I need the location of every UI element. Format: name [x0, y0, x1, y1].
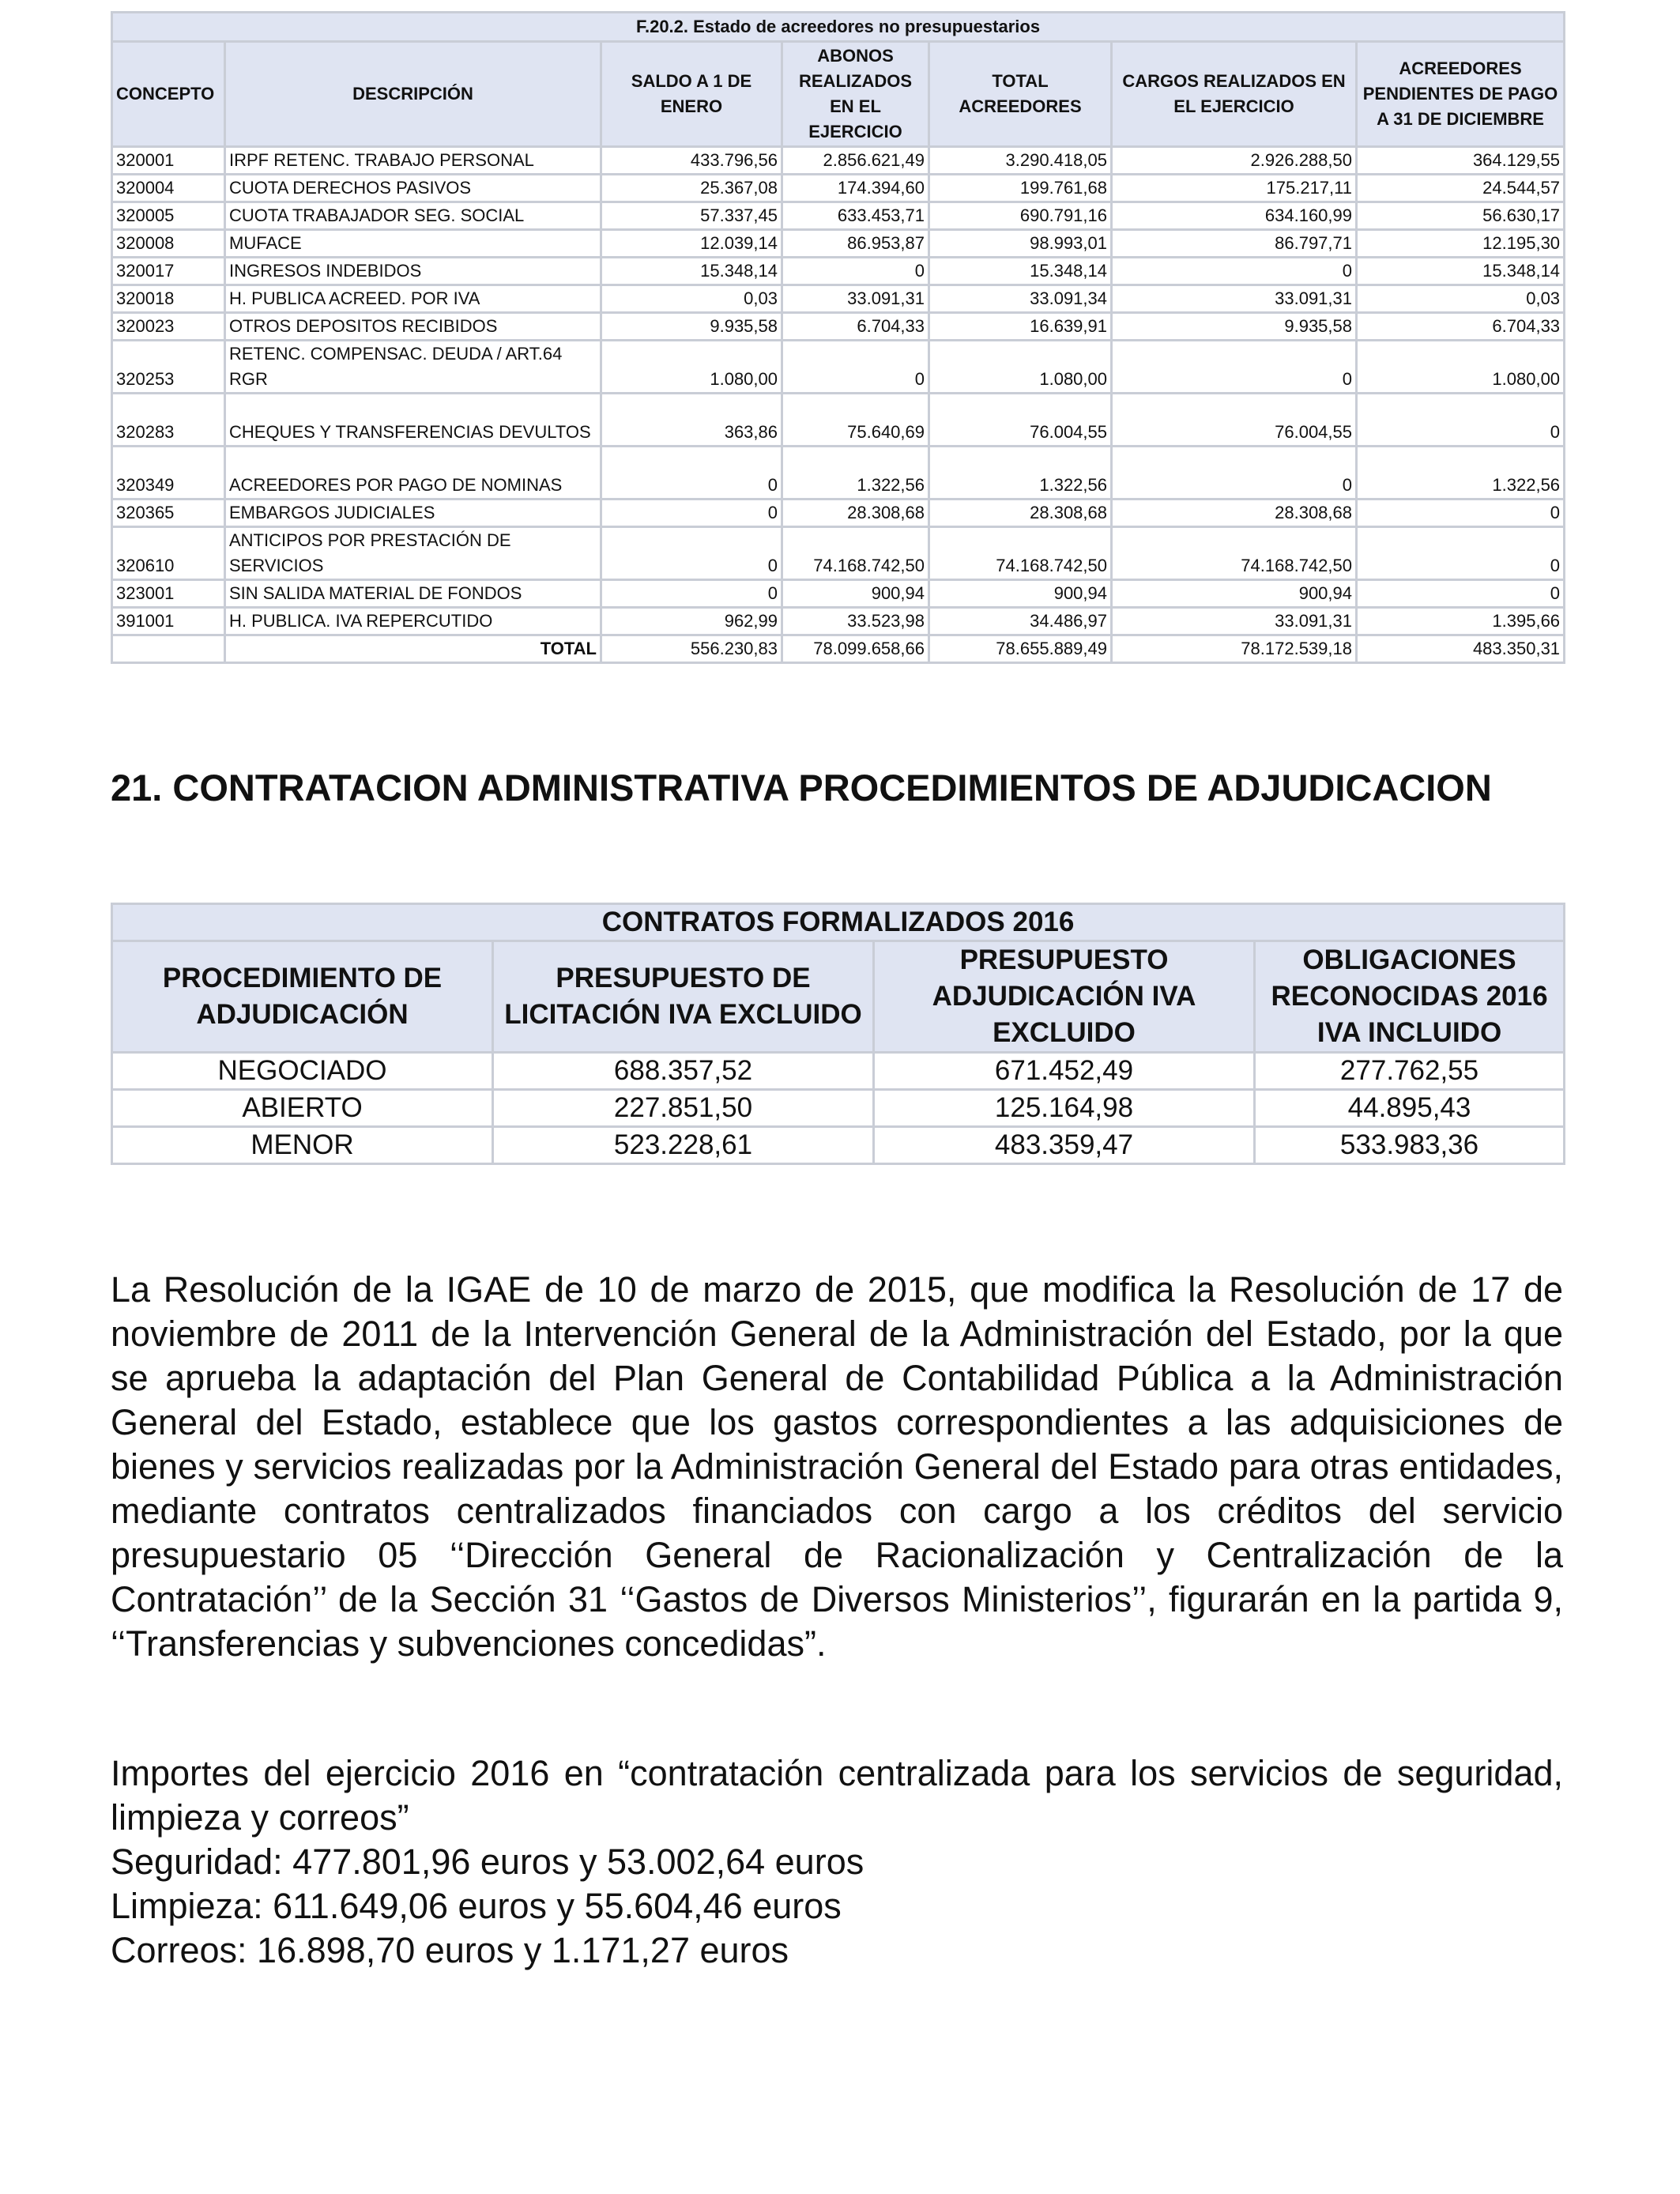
cell-descripcion: H. PUBLICA. IVA REPERCUTIDO	[225, 608, 601, 635]
cell-concepto: 320283	[112, 394, 225, 447]
cell-descripcion: INGRESOS INDEBIDOS	[225, 258, 601, 285]
cell-pendientes: 1.080,00	[1357, 341, 1565, 394]
cell-pendientes: 0	[1357, 580, 1565, 608]
cell-concepto: 391001	[112, 608, 225, 635]
cell-pendientes: 12.195,30	[1357, 230, 1565, 258]
table-row	[112, 1053, 1565, 1090]
creditors-table-caption: F.20.2. Estado de acreedores no presupuestarios	[112, 13, 1565, 42]
table-row	[112, 230, 1565, 258]
total-saldo: 556.230,83	[601, 635, 782, 663]
cell-adjudicacion: 671.452,49	[874, 1053, 1255, 1090]
table-row	[112, 499, 1565, 527]
total-row	[112, 635, 1565, 663]
cell-cargos: 74.168.742,50	[1112, 527, 1357, 580]
cell-saldo: 9.935,58	[601, 313, 782, 341]
cell-descripcion: ACREEDORES POR PAGO DE NOMINAS	[225, 447, 601, 499]
total-pendientes: 483.350,31	[1357, 635, 1565, 663]
cell-concepto: 320365	[112, 499, 225, 527]
cell-total: 76.004,55	[929, 394, 1112, 447]
cell-cargos: 76.004,55	[1112, 394, 1357, 447]
cell-abonos: 86.953,87	[782, 230, 929, 258]
cell-pendientes: 24.544,57	[1357, 175, 1565, 202]
cell-descripcion: RETENC. COMPENSAC. DEUDA / ART.64 RGR	[225, 341, 601, 394]
cell-concepto: 320017	[112, 258, 225, 285]
cell-abonos: 0	[782, 258, 929, 285]
cell-descripcion: CHEQUES Y TRANSFERENCIAS DEVULTOS	[225, 394, 601, 447]
cell-pendientes: 1.322,56	[1357, 447, 1565, 499]
total-label: TOTAL	[225, 635, 601, 663]
cell-saldo: 12.039,14	[601, 230, 782, 258]
cell-procedimiento: ABIERTO	[112, 1090, 493, 1127]
cell-descripcion: CUOTA TRABAJADOR SEG. SOCIAL	[225, 202, 601, 230]
cell-cargos: 634.160,99	[1112, 202, 1357, 230]
cell-saldo: 0	[601, 527, 782, 580]
cell-total: 15.348,14	[929, 258, 1112, 285]
cell-procedimiento: MENOR	[112, 1127, 493, 1164]
cell-abonos: 33.523,98	[782, 608, 929, 635]
table-row	[112, 527, 1565, 580]
table-row	[112, 580, 1565, 608]
cell-cargos: 28.308,68	[1112, 499, 1357, 527]
cell-obligaciones: 44.895,43	[1255, 1090, 1565, 1127]
cell-abonos: 1.322,56	[782, 447, 929, 499]
cell-concepto: 320023	[112, 313, 225, 341]
cell-cargos: 175.217,11	[1112, 175, 1357, 202]
cell-procedimiento: NEGOCIADO	[112, 1053, 493, 1090]
cell-concepto: 320004	[112, 175, 225, 202]
cell-total: 1.322,56	[929, 447, 1112, 499]
cell-abonos: 0	[782, 341, 929, 394]
contracts-table	[111, 903, 1565, 1165]
line-correos: Correos: 16.898,70 euros y 1.171,27 euros	[111, 1930, 789, 1970]
cell-cargos: 86.797,71	[1112, 230, 1357, 258]
cell-saldo: 0	[601, 499, 782, 527]
cell-concepto: 320610	[112, 527, 225, 580]
header-pendientes: ACREEDORES PENDIENTES DE PAGO A 31 DE DICIEMBRE	[1357, 42, 1565, 147]
cell-cargos: 0	[1112, 447, 1357, 499]
table-row	[112, 608, 1565, 635]
cell-descripcion: OTROS DEPOSITOS RECIBIDOS	[225, 313, 601, 341]
cell-total: 690.791,16	[929, 202, 1112, 230]
cell-saldo: 962,99	[601, 608, 782, 635]
contracts-table-caption: CONTRATOS FORMALIZADOS 2016	[112, 904, 1565, 941]
cell-pendientes: 0,03	[1357, 285, 1565, 313]
cell-abonos: 74.168.742,50	[782, 527, 929, 580]
creditors-table-body	[112, 147, 1565, 635]
cell-descripcion: IRPF RETENC. TRABAJO PERSONAL	[225, 147, 601, 175]
cell-pendientes: 56.630,17	[1357, 202, 1565, 230]
creditors-table	[111, 11, 1565, 664]
line-seguridad: Seguridad: 477.801,96 euros y 53.002,64 euros	[111, 1842, 864, 1882]
cell-total: 98.993,01	[929, 230, 1112, 258]
table-row	[112, 258, 1565, 285]
cell-abonos: 174.394,60	[782, 175, 929, 202]
paragraph-resolucion: La Resolución de la IGAE de 10 de marzo de 2015, que modifica la Resolución de 17 de noviembre de 2011 de la Intervención General de la Administración del Estado, por la que se aprueba la adaptación del Plan General de Contabilidad Pública a la Administración General del Estado, establece que los gastos correspondientes a las adquisiciones de bienes y servicios realizadas por la Administración General del Estado para otras entidades, mediante contratos centralizados financiados con cargo a los créditos del servicio presupuestario 05 ‘‘Dirección General de Racionalización y Centralización de la Contratación’’ de la Sección 31 ‘‘Gastos de Diversos Ministerios’’, figurarán en la partida 9, ‘‘Transferencias y subvenciones concedidas”.	[111, 1269, 1563, 1664]
table-row	[112, 285, 1565, 313]
cell-total: 34.486,97	[929, 608, 1112, 635]
cell-total: 199.761,68	[929, 175, 1112, 202]
header-total: TOTAL ACREEDORES	[929, 42, 1112, 147]
table-row	[112, 202, 1565, 230]
cell-concepto: 320349	[112, 447, 225, 499]
cell-saldo: 0	[601, 580, 782, 608]
table-row	[112, 341, 1565, 394]
cell-abonos: 900,94	[782, 580, 929, 608]
table-row	[112, 175, 1565, 202]
cell-pendientes: 6.704,33	[1357, 313, 1565, 341]
cell-abonos: 28.308,68	[782, 499, 929, 527]
table-row	[112, 1090, 1565, 1127]
cell-obligaciones: 277.762,55	[1255, 1053, 1565, 1090]
table-row	[112, 394, 1565, 447]
header-concepto: CONCEPTO	[112, 42, 225, 147]
cell-obligaciones: 533.983,36	[1255, 1127, 1565, 1164]
cell-saldo: 57.337,45	[601, 202, 782, 230]
cell-total: 16.639,91	[929, 313, 1112, 341]
cell-cargos: 0	[1112, 341, 1357, 394]
cell-descripcion: EMBARGOS JUDICIALES	[225, 499, 601, 527]
total-cargos: 78.172.539,18	[1112, 635, 1357, 663]
cell-saldo: 15.348,14	[601, 258, 782, 285]
document-page	[111, 11, 1563, 1970]
header-cargos: CARGOS REALIZADOS EN EL EJERCICIO	[1112, 42, 1357, 147]
cell-saldo: 0	[601, 447, 782, 499]
cell-licitacion: 688.357,52	[493, 1053, 874, 1090]
cell-licitacion: 227.851,50	[493, 1090, 874, 1127]
contracts-table-body	[112, 1053, 1565, 1164]
cell-abonos: 633.453,71	[782, 202, 929, 230]
cell-descripcion: SIN SALIDA MATERIAL DE FONDOS	[225, 580, 601, 608]
cell-pendientes: 364.129,55	[1357, 147, 1565, 175]
cell-abonos: 33.091,31	[782, 285, 929, 313]
section-title: 21. CONTRATACION ADMINISTRATIVA PROCEDIMIENTOS DE ADJUDICACION	[111, 767, 1492, 809]
cell-total: 1.080,00	[929, 341, 1112, 394]
cell-descripcion: H. PUBLICA ACREED. POR IVA	[225, 285, 601, 313]
cell-total: 28.308,68	[929, 499, 1112, 527]
cell-abonos: 2.856.621,49	[782, 147, 929, 175]
cell-cargos: 33.091,31	[1112, 285, 1357, 313]
cell-abonos: 75.640,69	[782, 394, 929, 447]
cell-cargos: 9.935,58	[1112, 313, 1357, 341]
cell-pendientes: 1.395,66	[1357, 608, 1565, 635]
header-obligaciones: OBLIGACIONES RECONOCIDAS 2016 IVA INCLUIDO	[1255, 941, 1565, 1053]
cell-pendientes: 15.348,14	[1357, 258, 1565, 285]
table-row	[112, 147, 1565, 175]
cell-descripcion: CUOTA DERECHOS PASIVOS	[225, 175, 601, 202]
paragraph-importes: Importes del ejercicio 2016 en “contratación centralizada para los servicios de seguridad, limpieza y correos”	[111, 1753, 1563, 1838]
cell-concepto: 323001	[112, 580, 225, 608]
cell-adjudicacion: 483.359,47	[874, 1127, 1255, 1164]
cell-concepto: 320253	[112, 341, 225, 394]
cell-saldo: 363,86	[601, 394, 782, 447]
cell-cargos: 2.926.288,50	[1112, 147, 1357, 175]
header-saldo: SALDO A 1 DE ENERO	[601, 42, 782, 147]
cell-licitacion: 523.228,61	[493, 1127, 874, 1164]
header-adjudicacion: PRESUPUESTO ADJUDICACIÓN IVA EXCLUIDO	[874, 941, 1255, 1053]
cell-saldo: 1.080,00	[601, 341, 782, 394]
cell-adjudicacion: 125.164,98	[874, 1090, 1255, 1127]
cell-pendientes: 0	[1357, 527, 1565, 580]
cell-concepto: 320008	[112, 230, 225, 258]
header-procedimiento: PROCEDIMIENTO DE ADJUDICACIÓN	[112, 941, 493, 1053]
cell-cargos: 33.091,31	[1112, 608, 1357, 635]
cell-cargos: 0	[1112, 258, 1357, 285]
table-row	[112, 447, 1565, 499]
cell-saldo: 25.367,08	[601, 175, 782, 202]
cell-saldo: 433.796,56	[601, 147, 782, 175]
cell-descripcion: MUFACE	[225, 230, 601, 258]
cell-concepto: 320018	[112, 285, 225, 313]
cell-total: 900,94	[929, 580, 1112, 608]
total-total: 78.655.889,49	[929, 635, 1112, 663]
total-abonos: 78.099.658,66	[782, 635, 929, 663]
cell-total: 3.290.418,05	[929, 147, 1112, 175]
cell-abonos: 6.704,33	[782, 313, 929, 341]
cell-concepto: 320005	[112, 202, 225, 230]
cell-descripcion: ANTICIPOS POR PRESTACIÓN DE SERVICIOS	[225, 527, 601, 580]
cell-pendientes: 0	[1357, 394, 1565, 447]
header-descripcion: DESCRIPCIÓN	[225, 42, 601, 147]
cell-concepto: 320001	[112, 147, 225, 175]
table-row	[112, 313, 1565, 341]
cell-total: 74.168.742,50	[929, 527, 1112, 580]
header-licitacion: PRESUPUESTO DE LICITACIÓN IVA EXCLUIDO	[493, 941, 874, 1053]
cell-saldo: 0,03	[601, 285, 782, 313]
cell-pendientes: 0	[1357, 499, 1565, 527]
line-limpieza: Limpieza: 611.649,06 euros y 55.604,46 euros	[111, 1886, 842, 1926]
table-row	[112, 1127, 1565, 1164]
cell-total: 33.091,34	[929, 285, 1112, 313]
header-abonos: ABONOS REALIZADOS EN EL EJERCICIO	[782, 42, 929, 147]
cell-cargos: 900,94	[1112, 580, 1357, 608]
